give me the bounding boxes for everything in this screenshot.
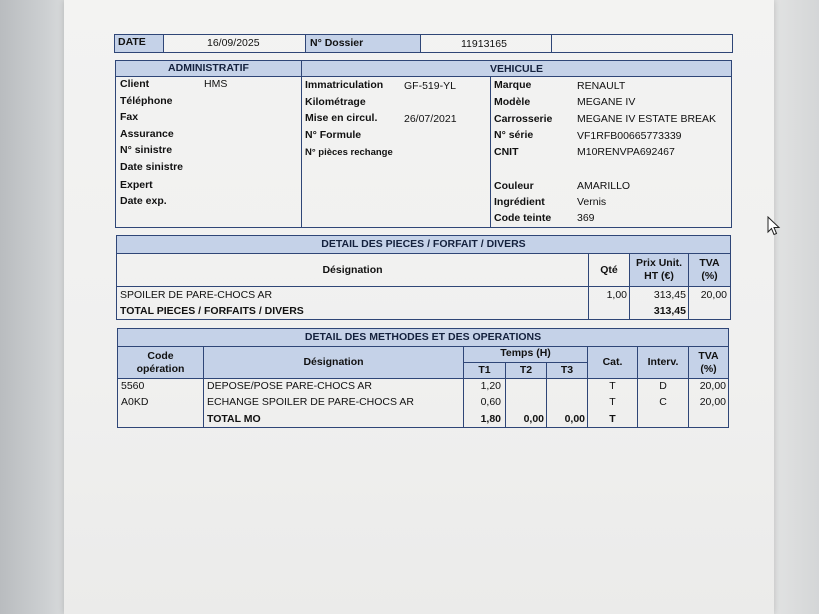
label-pieces-rechange: N° pièces rechange	[305, 147, 393, 158]
mise-en-circul-value: 26/07/2021	[404, 113, 457, 125]
label-fax: Fax	[120, 111, 139, 123]
vehicule-title: VEHICULE	[302, 61, 731, 77]
immatriculation-value: GF-519-YL	[404, 80, 456, 92]
pieces-col-tva-line2: (%)	[701, 270, 718, 282]
ops-row-designation: ECHANGE SPOILER DE PARE-CHOCS AR	[207, 396, 414, 408]
ops-row-interv: D	[659, 380, 667, 392]
label-assurance: Assurance	[120, 128, 174, 140]
operations-title: DETAIL DES METHODES ET DES OPERATIONS	[118, 329, 728, 346]
piece-row-tva: 20,00	[700, 289, 727, 301]
ops-total-t2: 0,00	[523, 413, 544, 425]
date-value: 16/09/2025	[207, 37, 260, 49]
ops-row-cat: T	[609, 396, 616, 408]
ops-col-t3: T3	[560, 364, 574, 376]
code-teinte-value: 369	[577, 212, 595, 224]
pieces-col-tva-line1: TVA	[699, 257, 720, 269]
piece-row-designation: SPOILER DE PARE-CHOCS AR	[120, 289, 273, 301]
label-telephone: Téléphone	[120, 95, 173, 107]
label-sinistre: N° sinistre	[120, 144, 173, 156]
ops-row-t1: 0,60	[480, 396, 501, 408]
modele-value: MEGANE IV	[577, 96, 636, 108]
couleur-value: AMARILLO	[577, 180, 631, 192]
ops-total-t3: 0,00	[564, 413, 585, 425]
pieces-total-label: TOTAL PIECES / FORFAITS / DIVERS	[120, 305, 304, 317]
pieces-col-qte: Qté	[600, 264, 618, 276]
ops-total-cat: T	[609, 413, 616, 425]
ops-row-tva: 20,00	[699, 380, 726, 392]
ops-col-designation: Désignation	[303, 356, 364, 368]
ops-total-t1: 1,80	[480, 413, 501, 425]
pieces-total-value: 313,45	[653, 305, 686, 317]
label-kilometrage: Kilométrage	[305, 96, 366, 108]
pieces-col-prix-line2: HT (€)	[644, 270, 674, 282]
piece-row-prix: 313,45	[653, 289, 686, 301]
ops-row-interv: C	[659, 396, 667, 408]
ops-col-cat: Cat.	[602, 356, 623, 368]
label-immatriculation: Immatriculation	[305, 79, 384, 91]
label-marque: Marque	[494, 79, 532, 91]
mouse-pointer-icon	[767, 216, 781, 236]
ingredient-value: Vernis	[577, 196, 607, 208]
date-label: DATE	[118, 36, 146, 48]
ops-col-t2: T2	[519, 364, 533, 376]
label-modele: Modèle	[494, 96, 531, 108]
ops-row-t1: 1,20	[480, 380, 501, 392]
carrosserie-value: MEGANE IV ESTATE BREAK	[577, 113, 717, 125]
monitor-bezel-right	[772, 0, 819, 614]
label-cnit: CNIT	[494, 146, 519, 158]
cnit-value: M10RENVPA692467	[577, 146, 675, 158]
monitor-bezel-left	[0, 0, 66, 614]
ops-col-interv: Interv.	[647, 356, 679, 368]
label-couleur: Couleur	[494, 180, 534, 192]
serie-value: VF1RFB00665773339	[577, 130, 682, 142]
label-formule: N° Formule	[305, 129, 362, 141]
ops-col-temps: Temps (H)	[500, 347, 551, 359]
dossier-value: 11913165	[461, 38, 507, 50]
ops-col-t1: T1	[478, 364, 491, 376]
label-ingredient: Ingrédient	[494, 196, 545, 208]
pieces-col-prix-line1: Prix Unit.	[635, 257, 683, 269]
ops-total-label: TOTAL MO	[207, 413, 261, 425]
label-carrosserie: Carrosserie	[494, 113, 553, 125]
piece-row-qte: 1,00	[606, 289, 627, 301]
ops-row-designation: DEPOSE/POSE PARE-CHOCS AR	[207, 380, 372, 392]
label-code-teinte: Code teinte	[494, 212, 552, 224]
ops-col-code-line2: opération	[136, 363, 185, 375]
pieces-col-designation: Désignation	[322, 264, 383, 276]
ops-col-tva-line1: TVA	[698, 350, 719, 362]
ops-row-cat: T	[609, 380, 616, 392]
ops-col-tva-line2: (%)	[700, 363, 717, 375]
dossier-label: N° Dossier	[310, 37, 364, 49]
pieces-title: DETAIL DES PIECES / FORFAIT / DIVERS	[117, 236, 730, 253]
label-serie: N° série	[494, 129, 534, 141]
ops-row-tva: 20,00	[699, 396, 726, 408]
label-date-sinistre: Date sinistre	[120, 161, 184, 173]
ops-row-code: A0KD	[121, 396, 149, 408]
ops-col-code-line1: Code	[147, 350, 174, 362]
ops-row-code: 5560	[121, 380, 145, 392]
administratif-title: ADMINISTRATIF	[116, 61, 301, 76]
label-mise-en-circul: Mise en circul.	[305, 112, 378, 124]
client-value: HMS	[204, 78, 228, 90]
label-date-exp: Date exp.	[120, 195, 167, 207]
label-expert: Expert	[120, 179, 153, 191]
label-client: Client	[120, 78, 150, 90]
marque-value: RENAULT	[577, 80, 626, 92]
